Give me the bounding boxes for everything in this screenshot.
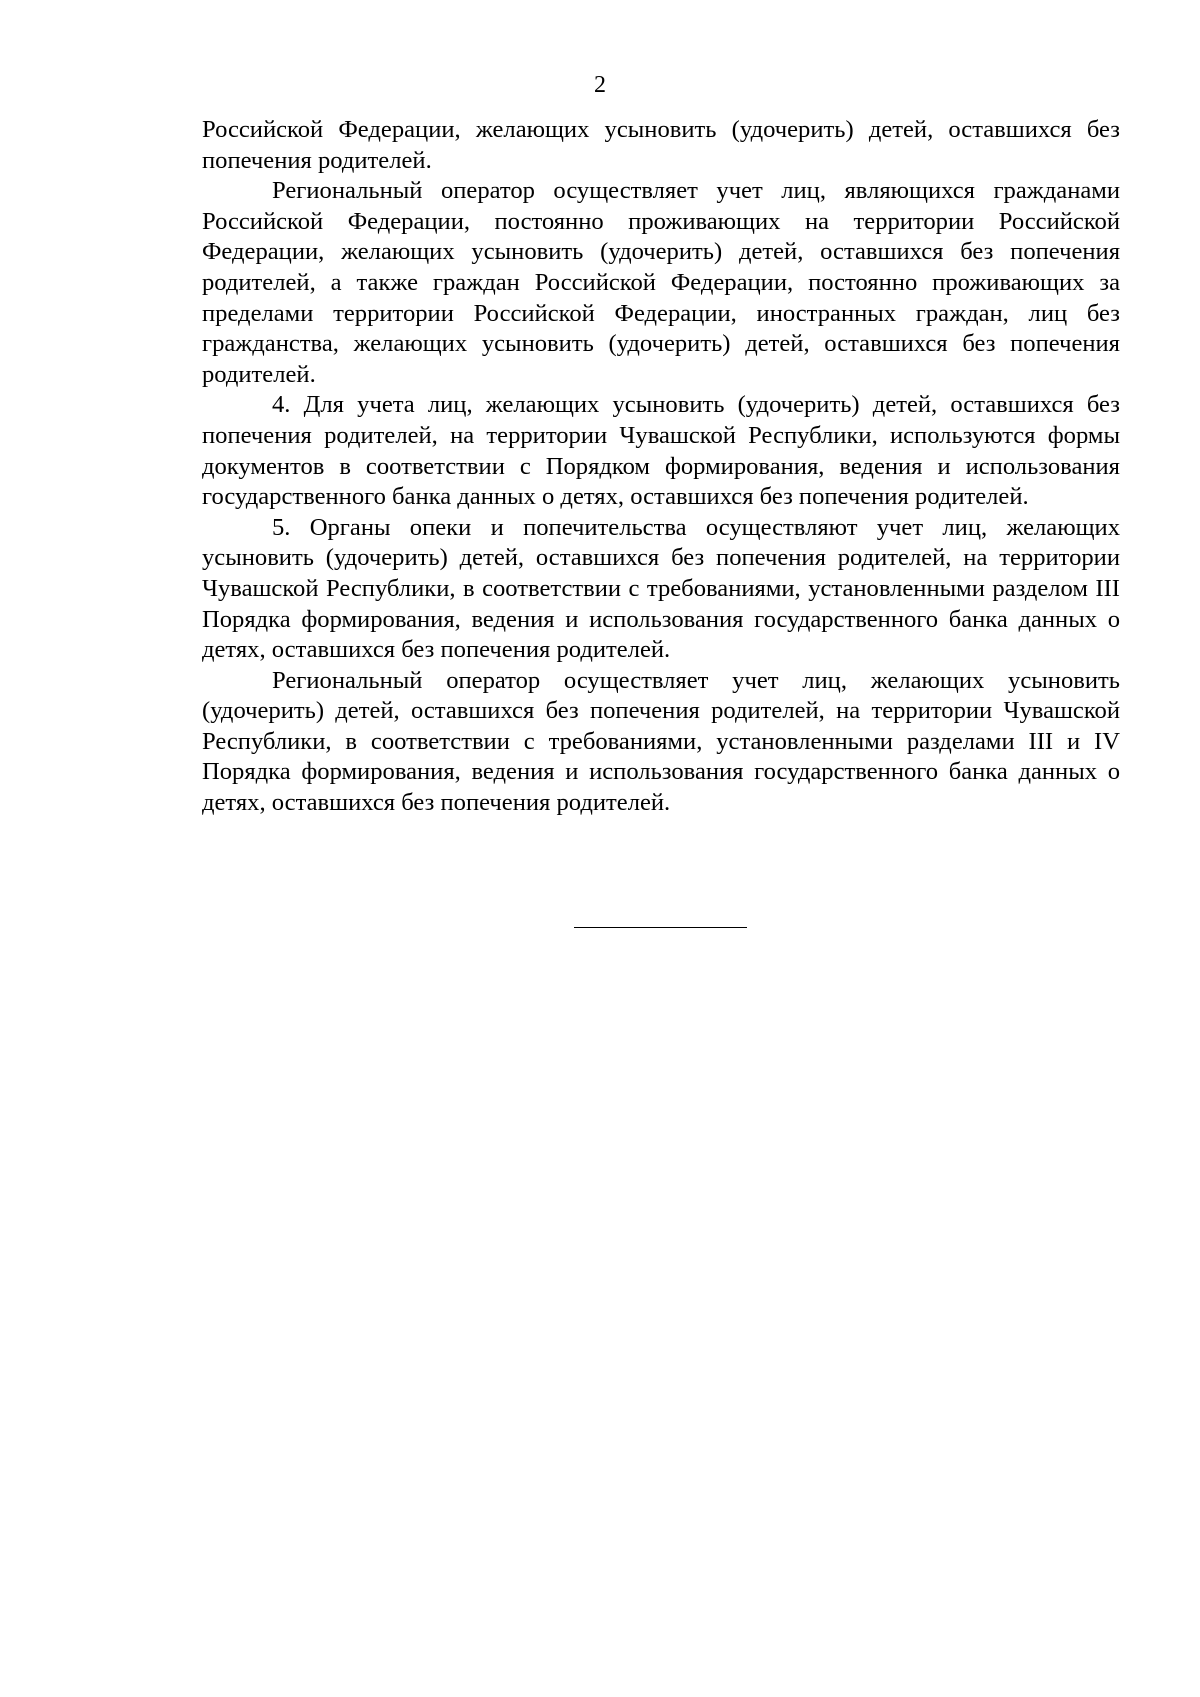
document-body bbox=[202, 115, 1120, 819]
paragraph-item-5: 5. Органы опеки и попечительства осуществляют учет лиц, желающих усыновить (удочерить) детей, оставшихся без попечения родителей, на территории Чувашской Республики, в соответствии с требованиями, установленными разделом III Порядка формирования, ведения и использования государственного банка данных о детях, оставшихся без попечения родителей. bbox=[202, 513, 1120, 664]
paragraph-regional-operator-citizens: Региональный оператор осуществляет учет лиц, являющихся гражданами Российской Федерации, постоянно проживающих на территории Российской Федерации, желающих усыновить (удочерить) детей, оставшихся без попечения родителей, а также граждан Российской Федерации, постоянно проживающих за пределами территории Российской Федерации, иностранных граждан, лиц без гражданства, желающих усыновить (удочерить) детей, оставшихся без попечения родителей. bbox=[202, 177, 1120, 388]
paragraph-regional-operator-sections: Региональный оператор осуществляет учет лиц, желающих усыновить (удочерить) детей, оставшихся без попечения родителей, на территории Чувашской Республики, в соответствии с требованиями, установленными разделами III и IV Порядка формирования, ведения и использования государственного банка данных о детях, оставшихся без попечения родителей. bbox=[202, 666, 1120, 817]
end-of-document-rule bbox=[574, 927, 747, 928]
paragraph-item-4: 4. Для учета лиц, желающих усыновить (удочерить) детей, оставшихся без попечения родителей, на территории Чувашской Республики, используются формы документов в соответствии с Порядком формирования, ведения и использования государственного банка данных о детях, оставшихся без попечения родителей. bbox=[202, 391, 1120, 511]
page-number: 2 bbox=[594, 72, 606, 98]
paragraph-continuation: Российской Федерации, желающих усыновить (удочерить) детей, оставшихся без попечения родителей. bbox=[202, 116, 1120, 174]
